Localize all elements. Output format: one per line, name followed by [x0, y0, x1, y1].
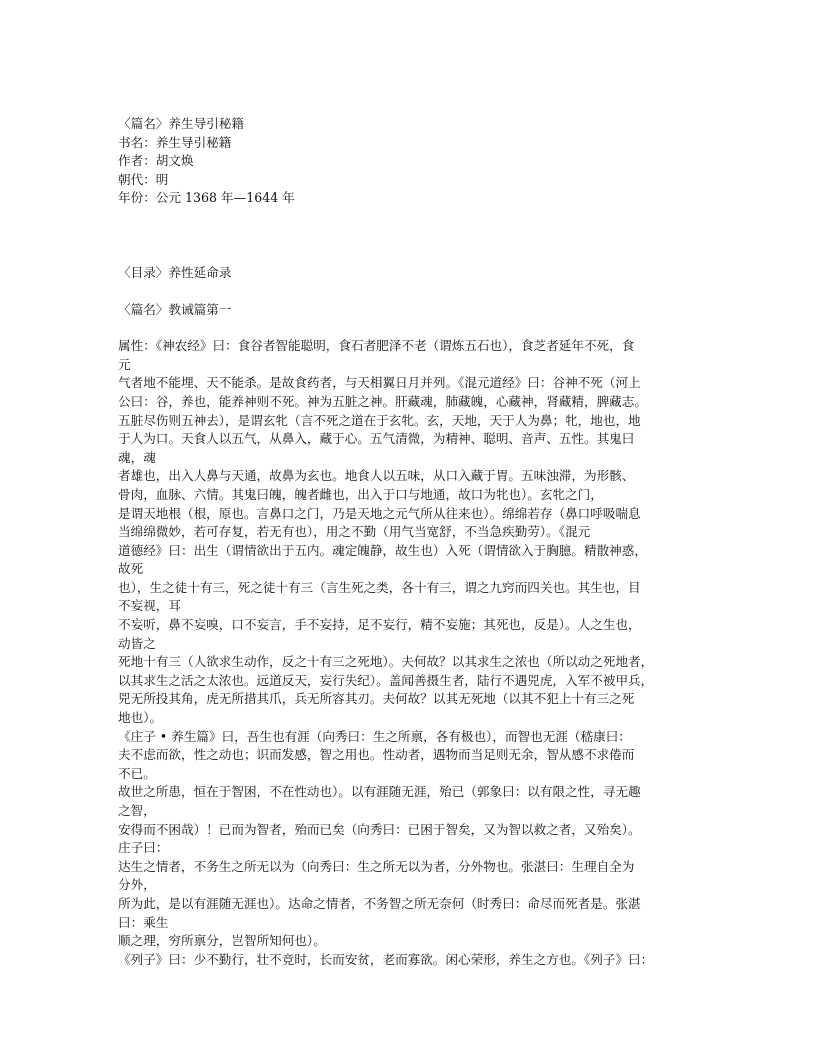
body-line: 死地十有三（人欲求生动作，反之十有三之死地）。夫何故？以其求生之浓也（所以动之死地者， [118, 654, 654, 670]
body-line: 庄子曰： [118, 840, 169, 856]
body-line: 不妄听，鼻不妄嗅，口不妄言，手不妄持，足不妄行，精不妄施；其死也，反是）。人之生也， [118, 617, 641, 633]
body-line: 故世之所患，恒在于智困，不在性动也）。以有涯随无涯，殆已（郭象曰：以有限之性，寻无趣 [118, 784, 641, 800]
body-line: 地也）。 [118, 710, 163, 726]
document-page [118, 115, 714, 969]
body-line: 《庄子 • 养生篇》曰，吾生也有涯（向秀曰：生之所禀，各有极也），而智也无涯（嵇康曰： [118, 728, 631, 744]
body-line: 五脏尽伤则五神去），是谓玄牝（言不死之道在于玄牝。玄，天地，天于人为鼻；牝，地也，地 [118, 412, 641, 428]
meta-book: 书名：养生导引秘籍 [118, 134, 232, 150]
body-text [118, 337, 714, 969]
body-line: 顺之理，穷所禀分，岂智所知何也）。 [118, 933, 326, 949]
body-line: 公曰：谷，养也，能养神则不死。神为五脏之神。肝藏魂，肺藏魄，心藏神，肾藏精，脾藏志。 [118, 393, 647, 409]
body-line: 夫不虑而欲，性之动也；识而发感，智之用也。性动者，遇物而当足则无余，智从感不求倦而 [118, 747, 635, 763]
body-line: 属性：《神农经》曰：食谷者智能聪明，食石者肥泽不老（谓炼五石也），食芝者延年不死，食 [118, 338, 635, 354]
chapter-heading: 〈篇名〉教诫篇第一 [118, 301, 232, 317]
body-line: 《列子》曰：少不勤行，壮不竞时，长而安贫，老而寡欲。闲心荣形，养生之方也。《列子》曰： [118, 951, 654, 967]
body-line: 故死 [118, 561, 144, 577]
body-line: 达生之情者，不务生之所无以为（向秀曰：生之所无以为者，分外物也。张湛曰：生理自全为 [118, 858, 635, 874]
body-line: 也），生之徒十有三，死之徒十有三（言生死之类，各十有三，谓之九窍而四关也。其生也，目 [118, 579, 641, 595]
body-line: 道德经》曰：出生（谓情欲出于五内。魂定魄静，故生也）入死（谓情欲入于胸臆。精散神惑， [118, 542, 647, 558]
meta-author: 作者：胡文焕 [118, 153, 194, 169]
body-line: 安得而不困哉）！已而为智者，殆而已矣（向秀曰：已困于智矣，又为智以救之者，又殆矣）。 [118, 821, 641, 837]
body-line: 曰：乘生 [118, 914, 169, 930]
body-line: 动皆之 [118, 635, 156, 651]
toc-heading: 〈目录〉养性延命录 [118, 264, 232, 280]
body-line: 气者地不能埋、天不能杀。是故食药者，与天相翼日月并列。《混元道经》曰：谷神不死（河上 [118, 375, 641, 391]
body-line: 当绵绵微妙，若可存复，若无有也），用之不勤（用气当宽舒，不当急疾勤劳）。《混元 [118, 524, 591, 540]
meta-title: 〈篇名〉养生导引秘籍 [118, 116, 244, 131]
meta-dynasty: 朝代：明 [118, 171, 169, 187]
metadata-block [118, 115, 714, 208]
body-line: 分外， [118, 877, 156, 893]
body-line: 元 [118, 356, 131, 372]
meta-year: 年份：公元 1368 年—1644 年 [118, 190, 295, 206]
body-line: 不已。 [118, 765, 156, 781]
body-line: 不妄视，耳 [118, 598, 181, 614]
body-line: 兕无所投其角，虎无所措其爪，兵无所容其刃。夫何故？以其无死地（以其不犯上十有三之死 [118, 691, 635, 707]
body-line: 魂，魂 [118, 449, 156, 465]
body-line: 以其求生之活之太浓也。远道反天，妄行失纪）。盖闻善摄生者，陆行不遇兕虎，入军不被甲兵， [118, 672, 654, 688]
body-line: 所为此，是以有涯随无涯也）。达命之情者，不务智之所无奈何（时秀曰：命尽而死者是。张湛 [118, 895, 641, 911]
body-line: 者雄也，出入人鼻与天通，故鼻为玄也。地食人以五味，从口入藏于胃。五味浊滞，为形骸、 [118, 468, 635, 484]
body-line: 于人为口。天食人以五气，从鼻入，藏于心。五气清微，为精神、聪明、音声、五性。其鬼曰 [118, 431, 635, 447]
body-line: 是谓天地根（根，原也。言鼻口之门，乃是天地之元气所从往来也）。绵绵若存（鼻口呼吸喘息 [118, 505, 641, 521]
body-line: 骨肉，血脉、六情。其鬼曰魄，魄者雌也，出入于口与地通，故口为牝也）。玄牝之门， [118, 486, 603, 502]
body-line: 之智， [118, 803, 156, 818]
